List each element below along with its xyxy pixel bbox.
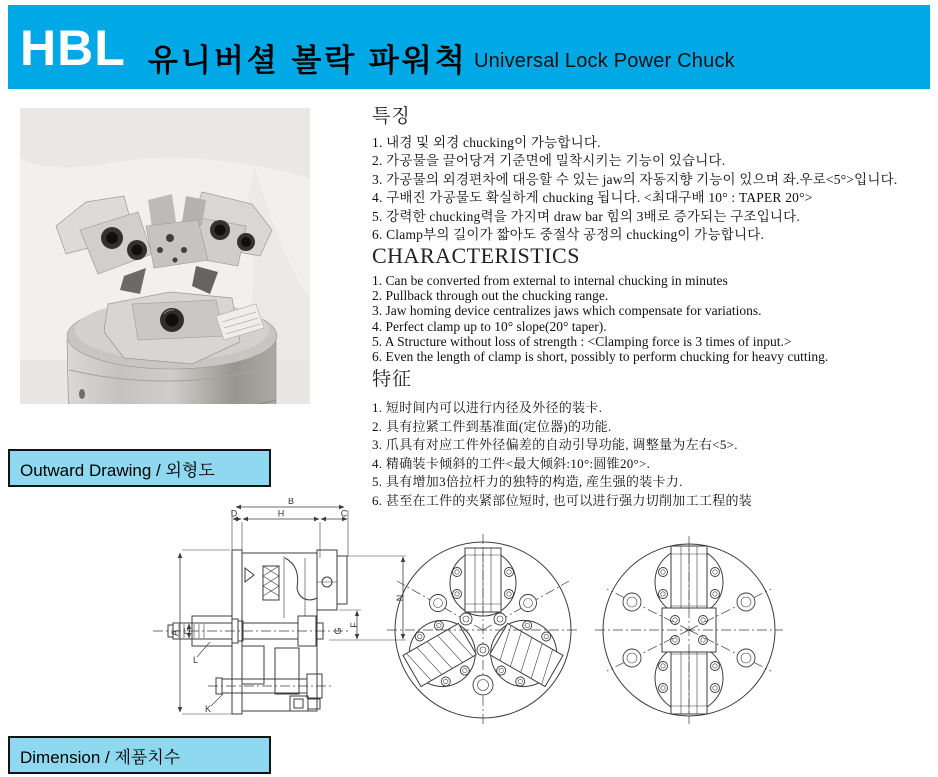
feature-ko-item-5: 5. 강력한 chucking력을 가지며 draw bar 힘의 3배로 증가되는 구조입니다.	[372, 208, 800, 224]
feature-ko-item-2: 2. 가공물을 끌어당겨 기준면에 밀착시키는 기능이 있습니다.	[372, 153, 726, 169]
characteristic-item-5: 5. A Structure without loss of strength : <Clamping force is 3 times of input.>	[372, 333, 792, 349]
features-section-chinese	[372, 364, 938, 511]
characteristic-item-3: 3. Jaw homing device centralizes jaws which compensate for variations.	[372, 303, 762, 319]
characteristic-item-2: 2. Pullback through out the chucking range.	[372, 288, 609, 304]
outward-drawing-label	[8, 449, 271, 487]
feature-ko-item-3: 3. 가공물의 외경편차에 대응할 수 있는 jaw의 자동지향 기능이 있으며 좌.우로<5°>입니다.	[372, 171, 898, 187]
feature-zh-item-3: 3. 爪具有对应工件外径偏差的自动引导功能, 调整量为左右<5>.	[372, 437, 738, 453]
dim-label-b: B	[287, 498, 295, 506]
technical-drawings	[85, 498, 938, 760]
dim-label-g-right: G	[333, 627, 343, 635]
characteristics-list	[372, 273, 938, 364]
feature-zh-item-4: 4. 精确装卡倾斜的工件<最大倾斜:10°:圆锥20°>.	[372, 455, 651, 471]
dim-label-n: N	[395, 594, 405, 602]
feature-zh-item-2: 2. 具有拉紧工件到基准面(定位器)的功能.	[372, 418, 612, 434]
characteristics-section-english	[372, 243, 938, 364]
features-korean-list	[372, 134, 938, 244]
dim-label-d: D	[230, 508, 238, 519]
characteristic-item-1: 1. Can be converted from external to internal chucking in minutes	[372, 273, 728, 288]
power-chuck-photo	[20, 108, 310, 404]
outward-drawing-label-text: Outward Drawing / 외형도	[20, 460, 215, 480]
front-view-3jaw-drawing	[387, 534, 579, 726]
dim-label-k: K	[205, 704, 212, 714]
dim-label-l: L	[193, 655, 199, 665]
dim-label-g-left: G	[182, 627, 192, 635]
product-photo	[20, 108, 310, 404]
front-view-2jaw-drawing	[595, 536, 783, 724]
page-title-english: Universal Lock Power Chuck	[474, 50, 735, 72]
feature-ko-item-4: 4. 구배진 가공물도 확실하게 chucking 됩니다. <최대구배 10° : TAPER 20°>	[372, 190, 813, 206]
characteristic-item-4: 4. Perfect clamp up to 10° slope(20° taper).	[372, 318, 607, 334]
characteristic-item-6: 6. Even the length of clamp is short, possibly to perform chucking for heavy cutting.	[372, 349, 829, 365]
brand-logo: HBL	[20, 20, 126, 76]
dimension-label-text: Dimension / 제품치수	[20, 747, 181, 767]
header-band	[8, 5, 930, 89]
feature-zh-item-1: 1. 短时间内可以进行内径及外径的装卡.	[372, 400, 603, 415]
features-chinese-list	[372, 399, 938, 511]
dim-label-a: A	[170, 629, 180, 637]
feature-ko-item-6: 6. Clamp부의 길이가 짧아도 중절삭 공정의 chucking이 가능합니다.	[372, 227, 765, 243]
feature-zh-item-5: 5. 具有增加3倍拉杆力的独特的构造, 産生强的装卡力.	[372, 474, 683, 490]
dim-label-h: H	[277, 508, 285, 519]
dim-label-f: F	[349, 622, 359, 628]
dimension-label	[8, 736, 271, 774]
features-korean-heading: 특징	[372, 106, 411, 127]
features-chinese-heading: 特征	[372, 369, 413, 390]
dim-label-c: C	[340, 508, 348, 519]
feature-zh-item-6: 6. 甚至在工件的夹紧部位短时, 也可以进行强力切削加工工程的装	[372, 492, 753, 508]
feature-ko-item-1: 1. 내경 및 외경 chucking이 가능합니다.	[372, 135, 601, 150]
characteristics-heading: CHARACTERISTICS	[372, 243, 580, 268]
page-title-korean: 유니버셜 볼락 파워척	[148, 43, 468, 78]
features-section-korean	[372, 101, 938, 244]
side-view-drawing	[153, 498, 406, 714]
